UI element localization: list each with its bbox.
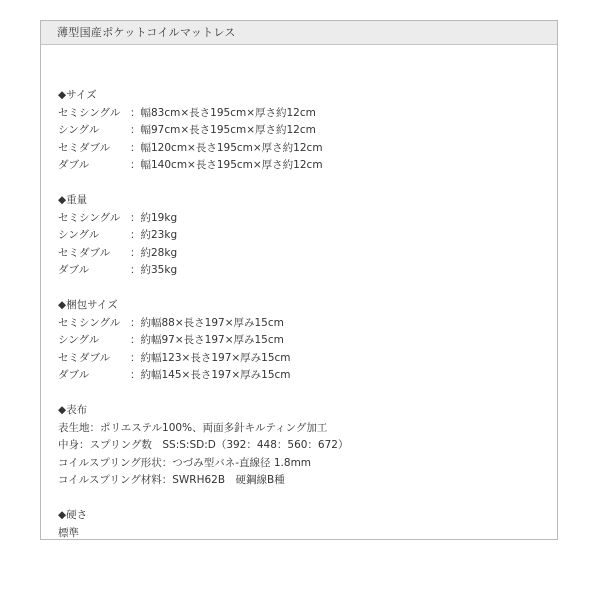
weight-section	[58, 192, 557, 280]
size-label: セミダブル	[58, 141, 111, 154]
weight-value: 約19kg	[140, 211, 178, 224]
package-row	[58, 350, 557, 368]
size-row	[58, 122, 557, 140]
package-separator: ：	[130, 369, 141, 381]
package-value: 約幅88×長さ197×厚み15cm	[140, 316, 284, 329]
weight-separator: ：	[130, 246, 141, 259]
material-line: 表生地：ポリエステル100%、両面多針キルティング加工	[58, 421, 328, 434]
weight-row	[58, 262, 557, 280]
size-value: 幅97cm×長さ195cm×厚さ約12cm	[140, 124, 316, 136]
package-row	[58, 367, 557, 385]
package-label: セミダブル	[58, 351, 111, 364]
material-section	[58, 402, 557, 490]
weight-row	[58, 227, 557, 245]
spec-content	[41, 45, 557, 542]
size-label: セミシングル	[58, 106, 121, 119]
weight-separator: ：	[130, 264, 141, 276]
material-heading: ◆表布	[58, 404, 88, 416]
size-value: 幅140cm×長さ195cm×厚さ約12cm	[140, 159, 323, 171]
size-row	[58, 157, 557, 175]
size-separator: ：	[130, 124, 141, 136]
weight-row	[58, 210, 557, 228]
hardness-section	[58, 507, 557, 542]
package-section	[58, 297, 557, 385]
hardness-value: 標準	[58, 526, 79, 539]
size-separator: ：	[130, 106, 141, 119]
weight-value: 約23kg	[140, 229, 178, 241]
size-value: 幅83cm×長さ195cm×厚さ約12cm	[140, 106, 316, 119]
weight-value: 約35kg	[140, 264, 178, 276]
weight-separator: ：	[130, 211, 141, 224]
size-label: ダブル	[58, 159, 90, 171]
package-separator: ：	[130, 351, 141, 364]
package-label: ダブル	[58, 369, 90, 381]
package-value: 約幅145×長さ197×厚み15cm	[140, 369, 291, 381]
material-line: コイルスプリング材料：SWRH62B 硬鋼線B種	[58, 474, 285, 486]
weight-value: 約28kg	[140, 246, 178, 259]
package-label: セミシングル	[58, 316, 121, 329]
package-separator: ：	[130, 334, 141, 346]
weight-label: ダブル	[58, 264, 90, 276]
package-separator: ：	[130, 316, 141, 329]
weight-label: シングル	[58, 229, 100, 241]
material-line: コイルスプリング形状：つづみ型バネ-直線径 1.8mm	[58, 456, 312, 469]
size-separator: ：	[130, 141, 141, 154]
size-value: 幅120cm×長さ195cm×厚さ約12cm	[140, 141, 323, 154]
weight-heading: ◆重量	[58, 194, 88, 206]
size-heading: ◆サイズ	[58, 89, 97, 101]
size-label: シングル	[58, 124, 100, 136]
package-value: 約幅123×長さ197×厚み15cm	[140, 351, 291, 364]
size-section	[58, 87, 557, 175]
weight-label: セミダブル	[58, 246, 111, 259]
package-label: シングル	[58, 334, 100, 346]
weight-label: セミシングル	[58, 211, 121, 224]
size-row	[58, 105, 557, 123]
material-line: 中身：スプリング数 SS:S:SD:D（392：448：560：672）	[58, 439, 349, 451]
spec-title: 薄型国産ポケットコイルマットレス	[41, 21, 557, 45]
size-row	[58, 140, 557, 158]
weight-separator: ：	[130, 229, 141, 241]
size-separator: ：	[130, 159, 141, 171]
package-row	[58, 315, 557, 333]
weight-row	[58, 245, 557, 263]
hardness-heading: ◆硬さ	[58, 509, 88, 521]
spec-box	[40, 20, 558, 540]
package-value: 約幅97×長さ197×厚み15cm	[140, 334, 284, 346]
package-heading: ◆梱包サイズ	[58, 299, 118, 311]
package-row	[58, 332, 557, 350]
